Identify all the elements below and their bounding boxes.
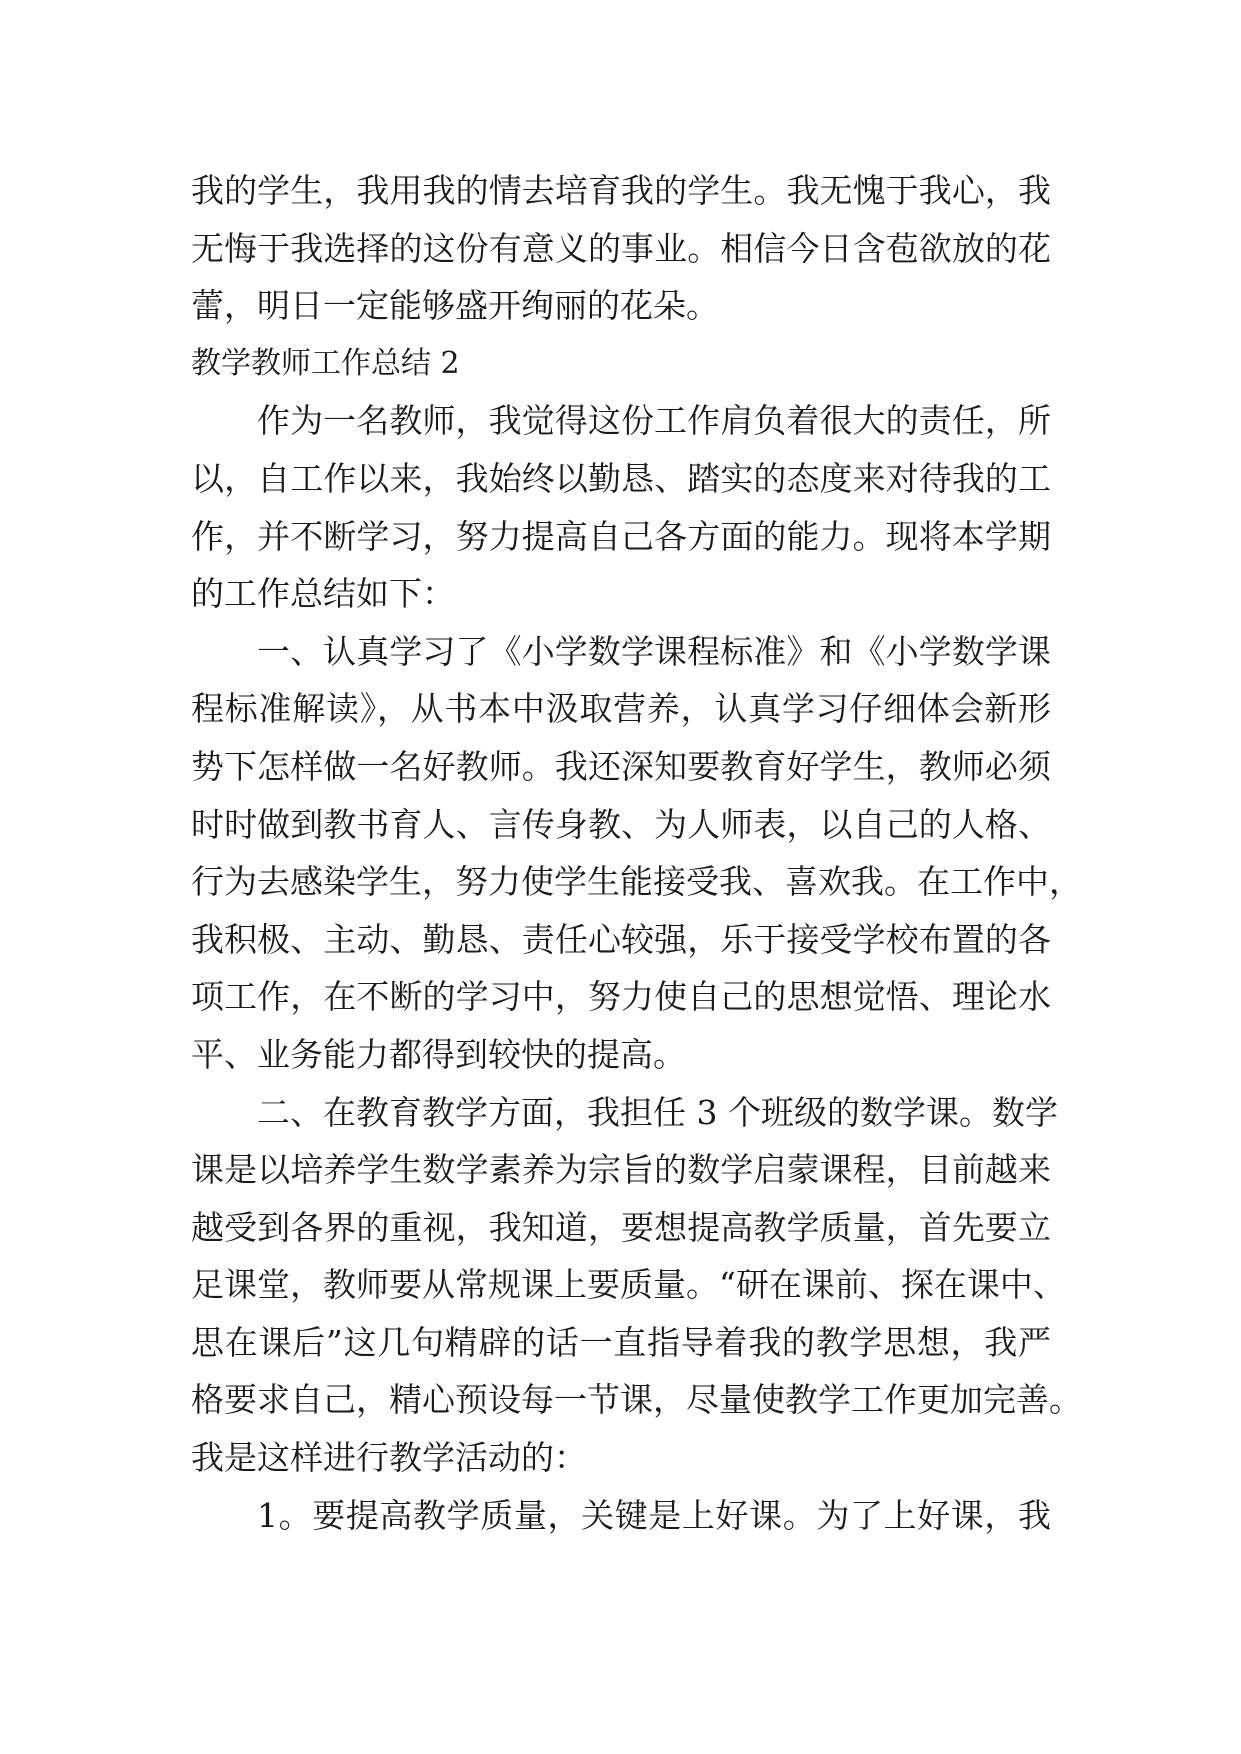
text-line: 越受到各界的重视，我知道，要想提高教学质量，首先要立 bbox=[191, 1207, 1051, 1247]
text-line: 课是以培养学生数学素养为宗旨的数学启蒙课程，目前越来 bbox=[191, 1150, 1051, 1190]
text-line: 我积极、主动、勤恳、责任心较强，乐于接受学校布置的各 bbox=[191, 919, 1051, 959]
text-line: 行为去感染学生，努力使学生能接受我、喜欢我。在工作中， bbox=[191, 862, 1082, 902]
text-line: 以，自工作以来，我始终以勤恳、踏实的态度来对待我的工 bbox=[191, 458, 1051, 498]
text-line: 项工作，在不断的学习中，努力使自己的思想觉悟、理论水 bbox=[191, 977, 1051, 1017]
text-line: 1。要提高教学质量，关键是上好课。为了上好课，我 bbox=[257, 1495, 1051, 1535]
text-line: 我的学生，我用我的情去培育我的学生。我无愧于我心，我 bbox=[191, 171, 1051, 210]
text-line: 一、认真学习了《小学数学课程标准》和《小学数学课 bbox=[257, 631, 1051, 671]
text-line: 蕾，明日一定能够盛开绚丽的花朵。 bbox=[191, 286, 719, 326]
text-line: 的工作总结如下： bbox=[191, 574, 455, 614]
text-line: 势下怎样做一名好教师。我还深知要教育好学生，教师必须 bbox=[191, 746, 1051, 786]
text-line: 作为一名教师，我觉得这份工作肩负着很大的责任，所 bbox=[257, 401, 1051, 441]
text-line: 思在课后”这几句精辟的话一直指导着我的教学思想，我严 bbox=[191, 1322, 1051, 1362]
text-line: 足课堂，教师要从常规课上要质量。“研在课前、探在课中、 bbox=[191, 1265, 1066, 1305]
section-heading: 教学教师工作总结 2 bbox=[191, 345, 460, 381]
text-line: 格要求自己，精心预设每一节课，尽量使教学工作更加完善。 bbox=[191, 1380, 1082, 1420]
text-line: 作，并不断学习，努力提高自己各方面的能力。现将本学期 bbox=[191, 516, 1051, 556]
text-line: 时时做到教书育人、言传身教、为人师表，以自己的人格、 bbox=[191, 804, 1051, 844]
document-body bbox=[191, 162, 1082, 1544]
text-line: 平、业务能力都得到较快的提高。 bbox=[191, 1034, 686, 1074]
text-line: 无悔于我选择的这份有意义的事业。相信今日含苞欲放的花 bbox=[191, 228, 1051, 268]
text-line: 程标准解读》，从书本中汲取营养，认真学习仔细体会新形 bbox=[191, 689, 1051, 729]
text-line: 我是这样进行教学活动的： bbox=[191, 1438, 587, 1478]
text-line: 二、在教育教学方面，我担任 3 个班级的数学课。数学 bbox=[257, 1092, 1058, 1132]
